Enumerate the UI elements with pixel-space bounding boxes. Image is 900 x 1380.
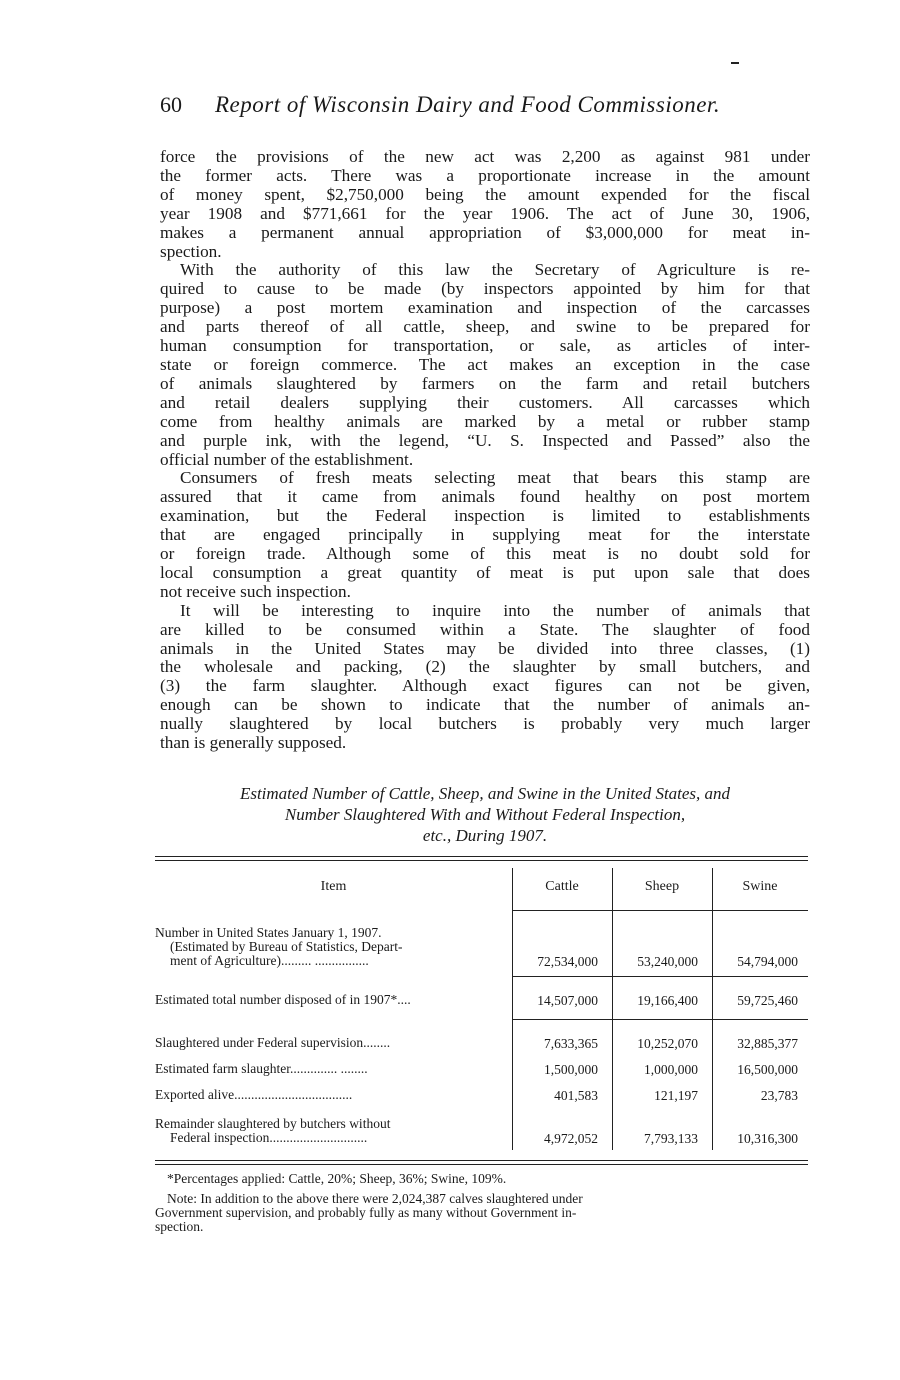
table-bottom-rule [155,1160,808,1161]
table-top-rule [155,856,808,857]
text-line: local consumption a great quantity of meat is put upon sale that does [160,562,810,582]
paragraph-2 [160,261,810,469]
running-title: Report of Wisconsin Dairy and Food Commissioner. [215,92,721,117]
cell-sheep: 7,793,133 [644,1131,698,1146]
text-line: It will be interesting to inquire into the number of animals that [180,600,810,620]
body-text [160,148,810,753]
cell-swine: 23,783 [760,1088,798,1103]
text-line: come from healthy animals are marked by a metal or rubber stamp [160,411,810,431]
cell-sheep: 19,166,400 [637,993,698,1008]
note-line: Note: In addition to the above there were 2,024,387 calves slaughtered under [167,1191,583,1206]
row-label-line: (Estimated by Bureau of Statistics, Depart- [170,939,403,954]
footnotes [155,1172,808,1234]
cell-swine: 54,794,000 [737,954,798,969]
text-line: purpose) a post mortem examination and inspection of the carcasses [160,298,810,318]
row-label [155,926,510,968]
text-line: that are engaged principally in supplying meat for the interstate [160,525,810,545]
cell-sheep: 10,252,070 [637,1036,698,1051]
table-bottom-rule-2 [155,1164,808,1165]
header-swine: Swine [742,879,778,894]
cell-swine: 32,885,377 [737,1036,798,1051]
text-line: With the authority of this law the Secretary of Agriculture is re- [180,260,810,280]
header-item: Item [320,879,347,894]
cell-sheep: 53,240,000 [637,954,698,969]
text-line: and parts thereof of all cattle, sheep, and swine to be prepared for [160,317,810,337]
stray-mark [731,62,739,64]
cell-swine: 10,316,300 [737,1131,798,1146]
row-label: Exported alive................................... [155,1087,353,1102]
text-line: nually slaughtered by local butchers is probably very much larger [160,714,810,734]
text-line: of animals slaughtered by farmers on the farm and retail butchers [160,373,810,393]
row-rule [512,1019,808,1020]
page-header [160,92,810,126]
header-sheep: Sheep [644,879,680,894]
cell-swine: 16,500,000 [737,1062,798,1077]
cell-cattle: 1,500,000 [544,1062,598,1077]
text-line: official number of the establishment. [160,449,414,469]
cell-cattle: 401,583 [554,1088,598,1103]
text-line: spection. [160,241,222,261]
note-line: Government supervision, and probably fully as many without Government in- [155,1205,577,1220]
text-line: enough can be shown to indicate that the number of animals an- [160,695,810,715]
header-cattle: Cattle [545,879,579,894]
paragraph-1 [160,148,810,261]
row-label-line: Number in United States January 1, 1907. [155,925,382,940]
text-line: (3) the farm slaughter. Although exact figures can not be given, [160,676,810,696]
text-line: the former acts. There was a proportionate increase in the amount [160,165,810,185]
cell-sheep: 1,000,000 [644,1062,698,1077]
text-line: quired to cause to be made (by inspectors appointed by him for that [160,279,810,299]
text-line: makes a permanent annual appropriation of $3,000,000 for meat in- [160,222,810,242]
paragraph-4 [160,602,810,753]
cell-cattle: 4,972,052 [544,1131,598,1146]
percentages-footnote: *Percentages applied: Cattle, 20%; Sheep, 36%; Swine, 109%. [167,1171,507,1186]
cell-cattle: 7,633,365 [544,1036,598,1051]
text-line: animals in the United States may be divided into three classes, (1) [160,638,810,658]
cell-swine: 59,725,460 [737,993,798,1008]
text-line: Consumers of fresh meats selecting meat that bears this stamp are [180,468,810,488]
cell-cattle: 72,534,000 [537,954,598,969]
row-label: Estimated total number disposed of in 1907*.... [155,992,411,1007]
caption-line: etc., During 1907. [422,826,548,845]
row-label-line: Federal inspection............................. [170,1130,368,1145]
row-label: Slaughtered under Federal supervision........ [155,1035,391,1050]
row-label-line: Remainder slaughtered by butchers without [155,1116,391,1131]
table-caption [155,783,815,846]
text-line: state or foreign commerce. The act makes an exception in the case [160,354,810,374]
text-line: and retail dealers supplying their customers. All carcasses which [160,392,810,412]
text-line: and purple ink, with the legend, “U. S. Inspected and Passed” also the [160,430,810,450]
page-number: 60 [160,92,182,117]
text-line: or foreign trade. Although some of this meat is no doubt sold for [160,544,810,564]
table-top-rule-2 [155,860,808,861]
text-line: than is generally supposed. [160,733,347,753]
text-line: examination, but the Federal inspection is limited to establishments [160,506,810,526]
text-line: human consumption for transportation, or sale, as articles of inter- [160,336,810,356]
text-line: assured that it came from animals found healthy on post mortem [160,487,810,507]
text-line: not receive such inspection. [160,581,351,601]
caption-line: Estimated Number of Cattle, Sheep, and Swine in the United States, and [239,784,731,803]
row-label [155,1117,510,1145]
caption-line: Number Slaughtered With and Without Federal Inspection, [284,805,686,824]
row-label-line: ment of Agriculture)......... ................ [170,953,369,968]
row-label: Estimated farm slaughter.............. ........ [155,1061,368,1076]
note-line: spection. [155,1219,204,1234]
text-line: the wholesale and packing, (2) the slaughter by small butchers, and [160,657,810,677]
cell-sheep: 121,197 [654,1088,698,1103]
row-rule [512,976,808,977]
text-line: are killed to be consumed within a State. The slaughter of food [160,619,810,639]
cell-cattle: 14,507,000 [537,993,598,1008]
text-line: force the provisions of the new act was 2,200 as against 981 under [160,147,810,166]
header-underline [512,910,808,911]
text-line: of money spent, $2,750,000 being the amount expended for the fiscal [160,184,810,204]
text-line: year 1908 and $771,661 for the year 1906. The act of June 30, 1906, [160,203,810,223]
paragraph-3 [160,469,810,601]
